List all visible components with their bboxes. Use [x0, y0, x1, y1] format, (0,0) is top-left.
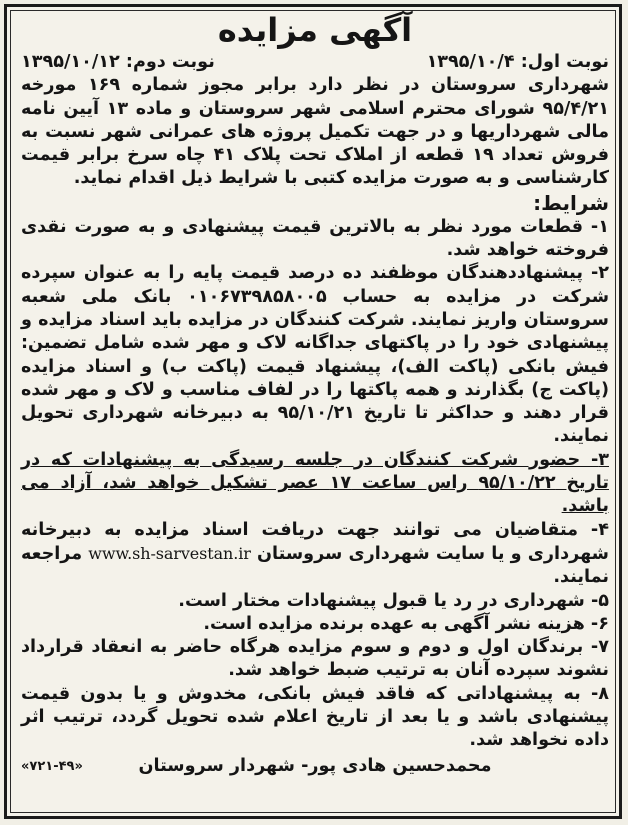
- first-round-label: نوبت اول:: [520, 52, 609, 72]
- condition-4: [21, 519, 609, 590]
- notice-content: [21, 11, 609, 810]
- second-round-label: نوبت دوم:: [125, 52, 215, 72]
- condition-3: ۳- حضور شرکت کنندگان در جلسه رسیدگی به پیشنهادات که در تاریخ ۹۵/۱۰/۲۲ راس ساعت ۱۷ عصر تشکیل خواهد شد، آزاد می باشد.: [21, 449, 609, 517]
- notice-frame: [4, 4, 622, 819]
- signature: محمدحسین هادی پور- شهردار سروستان: [138, 755, 492, 776]
- condition-7: ۷- برندگان اول و دوم و سوم مزایده هرگاه حاضر به انعقاد قرارداد نشوند سپرده آنان به ترتیب ضبط خواهد شد.: [21, 637, 609, 681]
- website-url: www.sh-sarvestan.ir: [88, 543, 251, 563]
- condition-4-text: ۴- متقاضیان می توانند جهت دریافت اسناد مزایده به دبیرخانه شهرداری و یا سایت شهرداری سروستان: [21, 519, 609, 564]
- second-round-value: ۱۳۹۵/۱۰/۱۲: [21, 52, 120, 72]
- notice-title: آگهی مزایده: [217, 11, 413, 49]
- dates-row: [21, 51, 609, 74]
- condition-6: ۶- هزینه نشر آگهی به عهده برنده مزایده است.: [203, 613, 609, 634]
- first-round-date: [427, 51, 609, 74]
- signature-line: [21, 755, 609, 778]
- condition-5: ۵- شهرداری در رد یا قبول پیشنهادات مختار است.: [178, 590, 609, 611]
- intro-paragraph: شهرداری سروستان در نظر دارد برابر مجوز شماره ۱۶۹ مورخه ۹۵/۴/۲۱ شورای محترم اسلامی شهر سروستان و ماده ۱۳ آیین نامه مالی شهرداریها و در جهت تکمیل پروژه های عمرانی شهر نسبت به فروش تعداد ۱۹ قطعه از املاک تحت پلاک ۴۱ چاه سرخ برابر قیمت کارشناسی و به صورت مزایده کتبی با شرایط ذیل اقدام نماید.: [21, 75, 610, 189]
- condition-2: ۲- پیشنهاددهندگان موظفند ده درصد قیمت پایه را به عنوان سپرده شرکت در مزایده به حساب ۰۱۰۶۷۳۹۸۵۸۰۰۵ بانک ملی شعبه سروستان واریز نمایند. شرکت کنندگان در مزایده باید اسناد مزایده و پیشنهادی خود را در پاکتهای جداگانه لاک و مهر شده شامل تضمین: فیش بانکی (پاکت الف)، پیشنهاد قیمت (پاکت ب) و اسناد مزایده (پاکت ج) بگذارند و همه پاکتها را در لفاف مناسب و لاک و مهر شده قرار دهند و حداکثر تا تاریخ ۹۵/۱۰/۲۱ به دبیرخانه شهرداری تحویل نمایند.: [21, 263, 609, 447]
- second-round-date: [21, 51, 215, 74]
- condition-8: ۸- به پیشنهاداتی که فاقد فیش بانکی، مخدوش و یا بدون قیمت پیشنهادی باشد و یا بعد از تاریخ اعلام شده تحویل گردد، ترتیب اثر داده نخواهد شد.: [21, 683, 609, 751]
- ad-code: «۷۲۱-۴۹»: [21, 758, 83, 774]
- condition-4-end: مراجعه نمایند.: [21, 543, 609, 588]
- condition-1: ۱- قطعات مورد نظر به بالاترین قیمت پیشنهادی و به صورت نقدی فروخته خواهد شد.: [21, 216, 609, 261]
- conditions-heading: شرایط:: [533, 190, 609, 215]
- first-round-value: ۱۳۹۵/۱۰/۴: [426, 52, 515, 72]
